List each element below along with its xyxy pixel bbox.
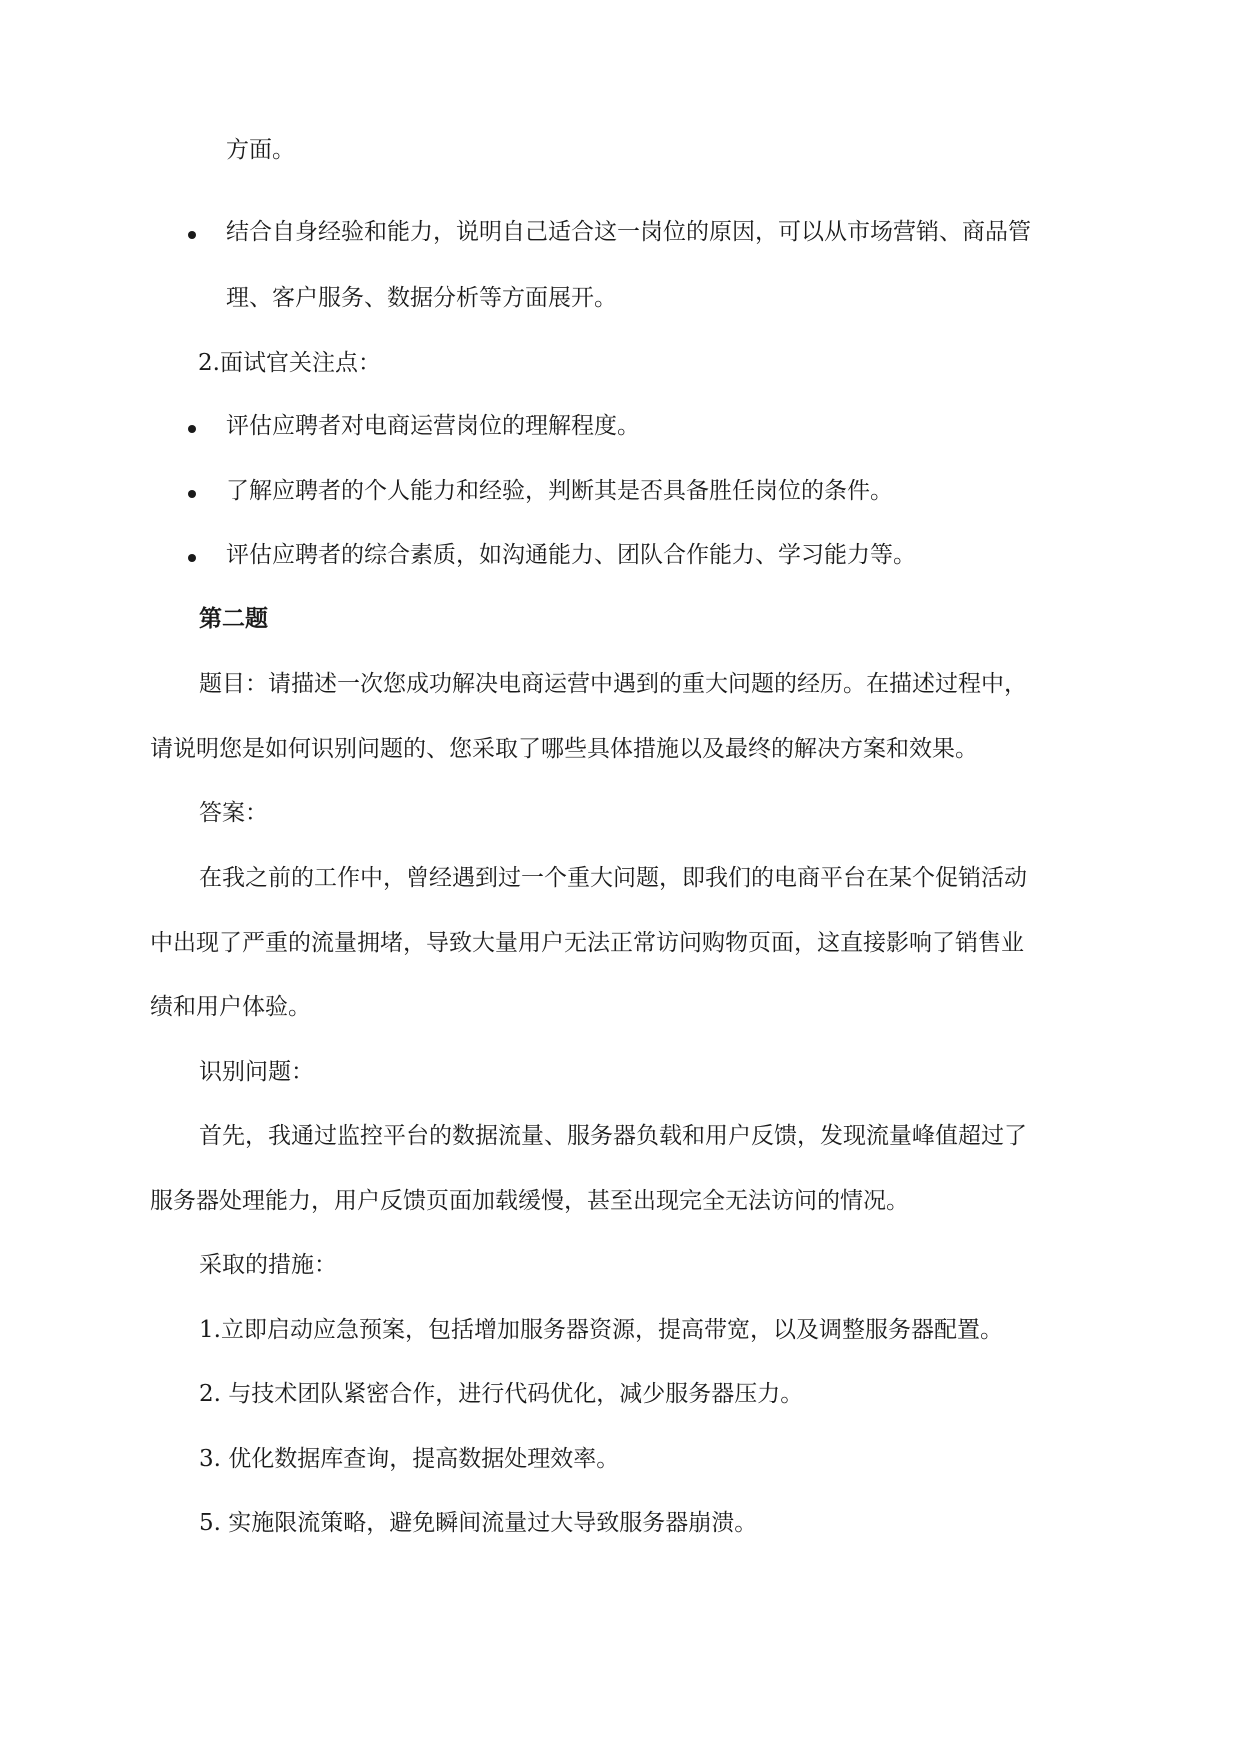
question-title: 第二题 [199, 605, 268, 632]
identify-paragraph: 服务器处理能力，用户反馈页面加载缓慢，甚至出现完全无法访问的情况。 [150, 1188, 909, 1214]
question-text: 请说明您是如何识别问题的、您采取了哪些具体措施以及最终的解决方案和效果。 [150, 736, 978, 762]
measure-item: 1.立即启动应急预案，包括增加服务器资源，提高带宽，以及调整服务器配置。 [199, 1317, 1003, 1343]
question-text: 题目：请描述一次您成功解决电商运营中遇到的重大问题的经历。在描述过程中， [199, 671, 1027, 697]
bullet-icon [188, 231, 196, 239]
measure-item: 2. 与技术团队紧密合作，进行代码优化，减少服务器压力。 [199, 1381, 804, 1407]
measure-item: 3. 优化数据库查询，提高数据处理效率。 [199, 1446, 620, 1472]
list-continuation: 方面。 [226, 137, 295, 163]
list-item: 结合自身经验和能力，说明自己适合这一岗位的原因，可以从市场营销、商品管 [226, 219, 1031, 245]
list-item: 评估应聘者的综合素质，如沟通能力、团队合作能力、学习能力等。 [226, 542, 916, 568]
answer-label: 答案： [199, 800, 268, 826]
measure-item: 5. 实施限流策略，避免瞬间流量过大导致服务器崩溃。 [199, 1510, 758, 1536]
bullet-icon [188, 554, 196, 562]
answer-paragraph: 在我之前的工作中，曾经遇到过一个重大问题，即我们的电商平台在某个促销活动 [199, 865, 1027, 891]
bullet-icon [188, 490, 196, 498]
list-item: 评估应聘者对电商运营岗位的理解程度。 [226, 413, 640, 439]
identify-label: 识别问题： [199, 1059, 314, 1085]
measures-label: 采取的措施： [199, 1252, 337, 1278]
answer-paragraph: 绩和用户体验。 [150, 994, 311, 1020]
list-item: 了解应聘者的个人能力和经验，判断其是否具备胜任岗位的条件。 [226, 478, 893, 504]
section-heading: 2.面试官关注点： [198, 350, 381, 376]
bullet-icon [188, 425, 196, 433]
identify-paragraph: 首先，我通过监控平台的数据流量、服务器负载和用户反馈，发现流量峰值超过了 [199, 1123, 1027, 1149]
list-item-continuation: 理、客户服务、数据分析等方面展开。 [226, 285, 617, 311]
answer-paragraph: 中出现了严重的流量拥堵，导致大量用户无法正常访问购物页面，这直接影响了销售业 [150, 930, 1024, 956]
